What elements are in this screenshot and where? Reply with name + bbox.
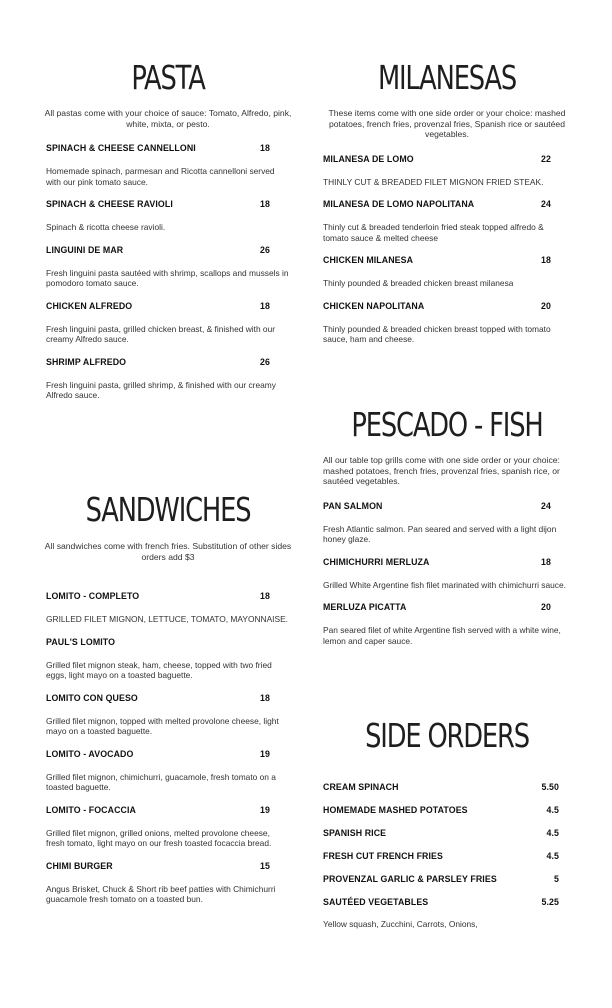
item-name: MERLUZA PICATTA (323, 602, 407, 612)
item-name: SHRIMP ALFREDO (46, 356, 127, 367)
item-name: CHICKEN NAPOLITANA (323, 300, 425, 311)
item-price: 18 (541, 556, 551, 567)
item-name: CREAM SPINACH (323, 782, 399, 792)
item-description: Fresh Atlantic salmon. Pan seared and served with a light dijon honey glaze. (323, 523, 557, 544)
item-name: SPINACH & CHEESE CANNELLONI (46, 143, 196, 153)
item-name: SPANISH RICE (323, 828, 387, 838)
side-item (323, 851, 571, 861)
menu-item (323, 154, 571, 188)
item-price: 20 (541, 602, 551, 612)
menu-item (46, 749, 290, 793)
pasta-intro: All pastas come with your choice of sauce: Tomato, Alfredo, pink, white, mixta, or pesto. (44, 108, 292, 129)
menu-item (46, 199, 290, 233)
menu-item (323, 557, 571, 591)
menu-item (46, 301, 290, 345)
section-title-pasta: PASTA (131, 58, 205, 97)
item-description: Fresh linguini pasta, grilled shrimp, & finished with our creamy Alfredo sauce. (46, 379, 276, 400)
side-item (323, 782, 571, 792)
item-description: Grilled filet mignon, grilled onions, melted provolone cheese, fresh tomato, light mayo on our fresh toasted focaccia bread. (46, 827, 272, 848)
item-price: 18 (260, 143, 270, 153)
item-description: Grilled filet mignon steak, ham, cheese, topped with two fried eggs, light mayo on a toasted baguette. (46, 659, 272, 680)
section-title-fish: PESCADO - FISH (351, 405, 543, 444)
item-name: SPINACH & CHEESE RAVIOLI (46, 199, 173, 209)
item-name: MILANESA DE LOMO (323, 153, 414, 164)
item-price: 18 (260, 692, 270, 703)
item-name: CHICKEN MILANESA (323, 255, 414, 265)
menu-item (46, 637, 290, 681)
menu-item (323, 255, 571, 289)
menu-item (46, 143, 290, 187)
menu-item (323, 301, 571, 345)
item-price: 24 (541, 500, 551, 511)
fish-intro: All our table top grills come with one side order or your choice: mashed potatoes, french fries, provenzal fries, spanish rice, or sautéed vegetables. (323, 455, 560, 486)
item-description: Angus Brisket, Chuck & Short rib beef patties with Chimichurri guacamole fresh tomato on a toasted bun. (46, 883, 276, 904)
fish-section (323, 405, 571, 646)
item-name: PAN SALMON (323, 500, 383, 511)
side-orders-section (323, 716, 571, 930)
section-title-side-orders: SIDE ORDERS (365, 716, 529, 755)
menu-item (46, 805, 290, 849)
item-name: LOMITO - FOCACCIA (46, 804, 136, 815)
item-price: 4.5 (546, 851, 559, 861)
item-description: Spinach & ricotta cheese ravioli. (46, 222, 166, 232)
side-item (323, 897, 571, 907)
item-name: CHIMI BURGER (46, 860, 113, 871)
side-item (323, 805, 571, 815)
item-price: 5 (554, 874, 559, 884)
pasta-section (46, 58, 290, 401)
item-price: 22 (541, 153, 551, 164)
item-price: 26 (260, 244, 270, 255)
item-price: 26 (260, 356, 270, 367)
item-price: 15 (260, 860, 270, 871)
item-name: LINGUINI DE MAR (46, 244, 124, 255)
item-description: Thinly pounded & breaded chicken breast topped with tomato sauce, ham and cheese. (323, 323, 551, 344)
menu-item (323, 501, 571, 545)
item-description: GRILLED FILET MIGNON, LETTUCE, TOMATO, MAYONNAISE. (46, 614, 288, 624)
menu-item (46, 591, 290, 625)
item-price: 19 (260, 804, 270, 815)
item-name: LOMITO CON QUESO (46, 692, 138, 703)
menu-item (323, 199, 571, 243)
item-description: Fresh linguini pasta sautéed with shrimp, scallops and mussels in pomodoro tomato sauce. (46, 267, 289, 288)
item-price: 5.25 (541, 897, 559, 907)
item-name: LOMITO - COMPLETO (46, 591, 140, 601)
milanesas-intro: These items come with one side order or your choice: mashed potatoes, french fries, provenzal fries, Spanish rice or sautéed vegetables. (328, 108, 566, 139)
item-name: MILANESA DE LOMO NAPOLITANA (323, 199, 475, 209)
section-title-sandwiches: SANDWICHES (85, 490, 251, 529)
item-description: Fresh linguini pasta, grilled chicken breast, & finished with our creamy Alfredo sauce. (46, 323, 276, 344)
item-name: CHICKEN ALFREDO (46, 300, 133, 311)
item-price: 19 (260, 748, 270, 759)
item-description: Grilled White Argentine fish filet marinated with chimichurri sauce. (323, 579, 566, 590)
menu-item (46, 245, 290, 289)
item-name: PROVENZAL GARLIC & PARSLEY FRIES (323, 874, 497, 884)
item-name: FRESH CUT FRENCH FRIES (323, 851, 443, 861)
menu-item (46, 357, 290, 401)
item-price: 18 (260, 591, 270, 601)
item-price: 5.50 (541, 782, 559, 792)
section-title-milanesas: MILANESAS (377, 58, 517, 97)
item-price: 4.5 (546, 805, 559, 815)
item-price: 18 (260, 199, 270, 209)
item-name: CHIMICHURRI MERLUZA (323, 556, 430, 567)
item-description: Grilled filet mignon, topped with melted provolone cheese, light mayo on a toasted baguette. (46, 715, 279, 736)
sandwiches-intro: All sandwiches come with french fries. Substitution of other sides orders add $3 (44, 541, 292, 562)
item-name: LOMITO - AVOCADO (46, 748, 134, 759)
item-price: 4.5 (546, 828, 559, 838)
menu-item (46, 861, 290, 905)
item-price: 18 (260, 300, 270, 311)
item-name: SAUTÉED VEGETABLES (323, 897, 429, 907)
item-price: 20 (541, 300, 551, 311)
side-note: Yellow squash, Zucchini, Carrots, Onions, (323, 919, 478, 929)
item-description: Thinly pounded & breaded chicken breast milanesa (323, 278, 514, 288)
item-description: THINLY CUT & BREADED FILET MIGNON FRIED STEAK. (323, 176, 544, 187)
item-price: 18 (541, 255, 551, 265)
item-description: Grilled filet mignon, chimichurri, guacamole, fresh tomato on a toasted baguette. (46, 771, 276, 792)
item-description: Pan seared filet of white Argentine fish served with a white wine, lemon and caper sauce. (323, 625, 561, 646)
item-price: 24 (541, 199, 551, 209)
milanesas-section (323, 58, 571, 345)
item-description: Homemade spinach, parmesan and Ricotta cannelloni served with our pink tomato sauce. (46, 166, 275, 187)
menu-item (46, 693, 290, 737)
menu-item (323, 602, 571, 646)
side-item (323, 874, 571, 884)
item-name: PAUL'S LOMITO (46, 636, 116, 647)
item-name: HOMEMADE MASHED POTATOES (323, 805, 468, 815)
sandwiches-section (46, 490, 290, 905)
item-description: Thinly cut & breaded tenderloin fried steak topped alfredo & tomato sauce & melted cheese (323, 222, 544, 243)
side-item (323, 828, 571, 838)
